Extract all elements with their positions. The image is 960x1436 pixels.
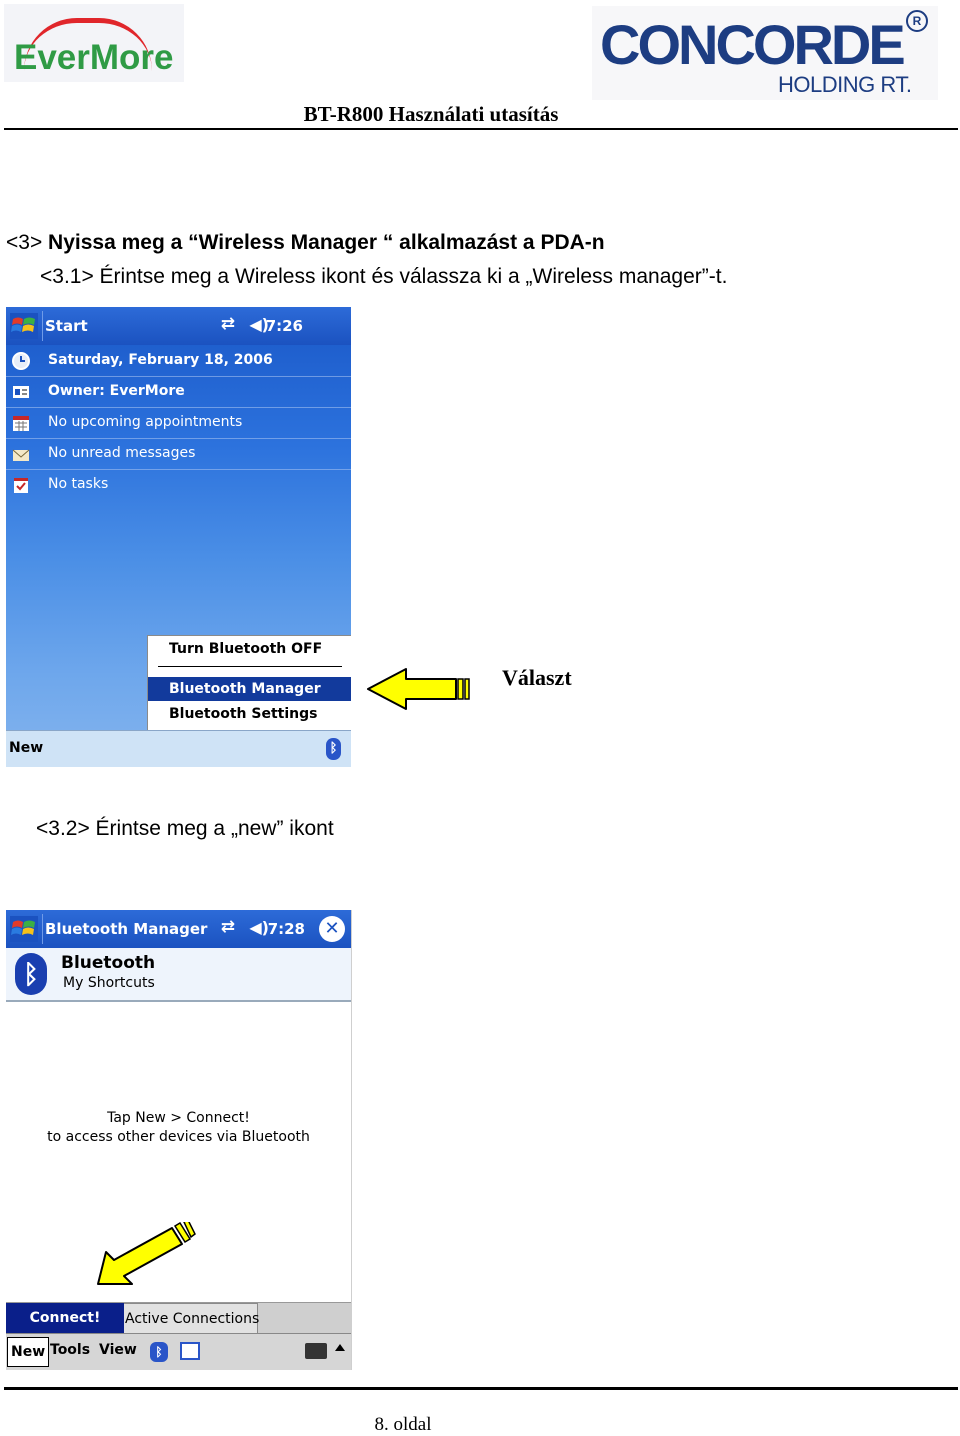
card-view-icon[interactable] xyxy=(180,1342,200,1360)
appointments-label: No upcoming appointments xyxy=(48,414,243,430)
title-separator xyxy=(42,914,43,944)
menu-bluetooth-manager[interactable]: Bluetooth Manager xyxy=(148,677,351,701)
volume-icon[interactable]: ◀) xyxy=(249,315,269,334)
tasks-icon xyxy=(11,475,31,495)
concorde-logo-subtext: HOLDING RT. xyxy=(778,72,912,97)
step-3-bold-text: Nyissa meg a “Wireless Manager “ alkalmazást a PDA-n xyxy=(48,231,605,254)
bluetooth-tray-icon[interactable]: ᛒ xyxy=(326,738,341,760)
new-button[interactable]: New xyxy=(7,1337,49,1367)
today-row-appointments[interactable] xyxy=(6,407,351,439)
bluetooth-heading: Bluetooth xyxy=(61,953,156,973)
step-3-1-text: <3.1> Érintse meg a Wireless ikont és válassza ki a „Wireless manager”-t. xyxy=(40,265,728,288)
today-row-date[interactable] xyxy=(6,345,351,377)
start-label[interactable]: Start xyxy=(45,317,88,335)
input-panel-caret-icon[interactable] xyxy=(335,1344,345,1351)
page-number: 8. oldal xyxy=(374,1414,432,1435)
windows-flag-icon[interactable] xyxy=(10,313,38,339)
clock-time[interactable]: 7:26 xyxy=(265,317,303,335)
header-rule xyxy=(4,128,958,130)
hint-line-2: to access other devices via Bluetooth xyxy=(47,1129,310,1145)
menu-bluetooth-settings[interactable]: Bluetooth Settings xyxy=(169,706,318,722)
today-date-label: Saturday, February 18, 2006 xyxy=(48,352,273,368)
command-bar xyxy=(6,1333,351,1370)
title-bar xyxy=(6,307,351,345)
evermore-logo-text: EverMore xyxy=(14,38,174,77)
command-bar xyxy=(6,730,351,767)
tab-active-connections[interactable]: Active Connections xyxy=(110,1303,258,1333)
view-menu[interactable]: View xyxy=(99,1342,137,1358)
step-3-2-text: <3.2> Érintse meg a „new” ikont xyxy=(36,817,334,840)
owner-card-icon xyxy=(11,382,31,402)
registered-mark: R xyxy=(906,10,928,32)
today-row-tasks[interactable] xyxy=(6,469,351,500)
new-button[interactable]: New xyxy=(9,740,44,756)
app-title: Bluetooth Manager xyxy=(45,920,208,938)
keyboard-icon[interactable] xyxy=(305,1343,327,1359)
bluetooth-icon: ᛒ xyxy=(15,953,47,995)
hint-line-1: Tap New > Connect! xyxy=(107,1110,250,1126)
pda-today-screen xyxy=(6,307,351,767)
evermore-logo xyxy=(4,4,184,82)
tab-connect[interactable]: Connect! xyxy=(6,1303,124,1333)
windows-flag-icon[interactable] xyxy=(10,916,38,942)
concorde-logo-text: CONCORDE xyxy=(600,13,903,76)
title-separator xyxy=(42,311,43,341)
title-bar xyxy=(6,910,351,948)
bluetooth-popup-menu xyxy=(147,635,351,733)
document-title: BT-R800 Használati utasítás xyxy=(303,102,559,126)
pointer-arrow-left xyxy=(366,667,474,711)
pointer-arrow-down-left xyxy=(96,1222,196,1288)
clock-time[interactable]: 7:28 xyxy=(267,920,305,938)
calendar-icon xyxy=(11,413,31,433)
step-3-heading xyxy=(6,231,605,255)
connectivity-icon[interactable]: ⇄ xyxy=(220,917,235,937)
envelope-icon xyxy=(11,444,31,464)
menu-turn-bluetooth-off[interactable]: Turn Bluetooth OFF xyxy=(169,641,323,657)
owner-label: Owner: EverMore xyxy=(48,383,185,399)
tools-menu[interactable]: Tools xyxy=(50,1342,91,1358)
messages-label: No unread messages xyxy=(48,445,196,461)
volume-icon[interactable]: ◀) xyxy=(249,918,269,937)
bluetooth-toolbar-icon[interactable]: ᛒ xyxy=(150,1342,168,1362)
menu-separator xyxy=(158,666,342,667)
step-3-prefix: <3> xyxy=(6,231,49,254)
select-callout-label: Választ xyxy=(502,665,572,690)
tab-strip xyxy=(6,1302,351,1333)
bluetooth-header xyxy=(6,948,351,1002)
tasks-label: No tasks xyxy=(48,476,109,492)
shortcuts-subheading: My Shortcuts xyxy=(63,975,155,991)
clock-icon xyxy=(11,351,31,371)
connectivity-icon[interactable]: ⇄ xyxy=(220,314,235,334)
today-row-owner[interactable] xyxy=(6,376,351,408)
today-row-messages[interactable] xyxy=(6,438,351,470)
concorde-logo xyxy=(592,6,938,100)
pda-bluetooth-manager-screen xyxy=(6,910,352,1370)
close-icon[interactable]: ✕ xyxy=(319,916,345,942)
footer-rule xyxy=(4,1387,958,1390)
